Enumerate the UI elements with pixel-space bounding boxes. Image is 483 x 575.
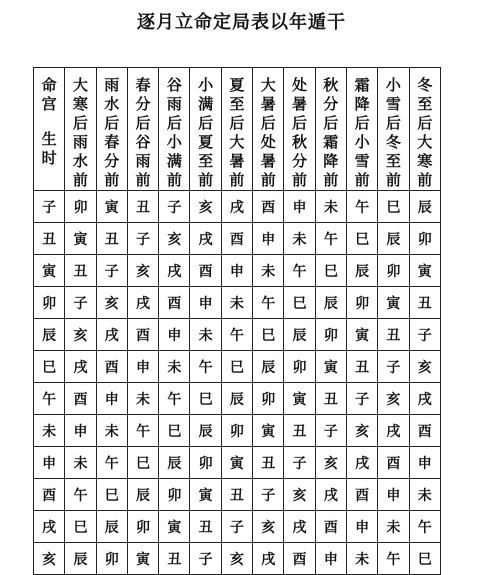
- table-cell: 戌: [346, 447, 377, 479]
- table-cell: 寅: [346, 319, 377, 351]
- column-header-label: 大寒后雨水前: [72, 76, 88, 189]
- table-cell: 午: [190, 351, 221, 383]
- table-cell: 午: [159, 383, 190, 415]
- table-cell: 寅: [190, 479, 221, 511]
- table-cell: 丑: [284, 415, 315, 447]
- column-header-label: 春分后谷雨前: [135, 76, 151, 189]
- table-cell: 酉: [284, 543, 315, 575]
- table-cell: 午: [284, 255, 315, 287]
- table-cell: 巳: [190, 383, 221, 415]
- table-cell: 丑: [159, 543, 190, 575]
- table-cell: 酉: [127, 319, 158, 351]
- table-cell: 酉: [65, 383, 96, 415]
- row-header-hour: 子: [34, 191, 65, 223]
- table-row: [34, 319, 441, 351]
- ming-gong-table: [33, 67, 441, 575]
- table-cell: 丑: [378, 319, 409, 351]
- table-cell: 辰: [159, 447, 190, 479]
- table-cell: 卯: [253, 383, 284, 415]
- table-cell: 酉: [190, 255, 221, 287]
- row-header-hour: 亥: [34, 543, 65, 575]
- row-header-hour: 寅: [34, 255, 65, 287]
- column-header-label: 霜降后小雪前: [354, 76, 370, 189]
- table-cell: 酉: [346, 479, 377, 511]
- table-cell: 卯: [221, 415, 252, 447]
- table-cell: 寅: [315, 351, 346, 383]
- table-cell: 午: [378, 543, 409, 575]
- table-cell: 午: [221, 319, 252, 351]
- table-cell: 亥: [190, 191, 221, 223]
- table-cell: 午: [346, 191, 377, 223]
- page-title: 逐月立命定局表以年遁干: [137, 12, 346, 33]
- table-cell: 申: [190, 287, 221, 319]
- table-cell: 戌: [190, 223, 221, 255]
- corner-label-birth-hour: 生时: [41, 130, 57, 167]
- table-cell: 未: [127, 383, 158, 415]
- table-cell: 辰: [409, 191, 440, 223]
- table-cell: 子: [127, 223, 158, 255]
- header-row: [34, 68, 441, 191]
- column-header: [96, 68, 127, 191]
- table-cell: 亥: [409, 351, 440, 383]
- table-cell: 巳: [159, 415, 190, 447]
- table-cell: 亥: [221, 543, 252, 575]
- row-header-hour: 丑: [34, 223, 65, 255]
- table-cell: 戌: [65, 351, 96, 383]
- table-cell: 巳: [65, 511, 96, 543]
- table-cell: 寅: [96, 191, 127, 223]
- table-cell: 子: [253, 479, 284, 511]
- column-header-label: 秋分后霜降前: [323, 76, 339, 189]
- table-cell: 卯: [346, 287, 377, 319]
- row-header-hour: 卯: [34, 287, 65, 319]
- table-cell: 子: [346, 383, 377, 415]
- table-cell: 辰: [378, 223, 409, 255]
- table-cell: 寅: [65, 223, 96, 255]
- table-cell: 卯: [96, 543, 127, 575]
- table-cell: 申: [221, 255, 252, 287]
- column-header: [284, 68, 315, 191]
- table-cell: 午: [409, 511, 440, 543]
- table-cell: 酉: [409, 415, 440, 447]
- row-header-hour: 戌: [34, 511, 65, 543]
- table-cell: 申: [127, 351, 158, 383]
- table-cell: 巳: [378, 191, 409, 223]
- table-cell: 子: [190, 543, 221, 575]
- row-header-hour: 午: [34, 383, 65, 415]
- table-cell: 未: [190, 319, 221, 351]
- table-cell: 戌: [159, 255, 190, 287]
- table-cell: 戌: [378, 415, 409, 447]
- table-cell: 午: [96, 447, 127, 479]
- column-header-label: 小雪后冬至前: [385, 76, 401, 189]
- table-cell: 酉: [378, 447, 409, 479]
- table-cell: 申: [378, 479, 409, 511]
- table-cell: 申: [284, 191, 315, 223]
- table-cell: 子: [159, 191, 190, 223]
- table-body: [34, 191, 441, 575]
- column-header: [346, 68, 377, 191]
- table-cell: 卯: [65, 191, 96, 223]
- table-cell: 申: [96, 383, 127, 415]
- table-cell: 寅: [221, 447, 252, 479]
- table-row: [34, 479, 441, 511]
- column-header: [378, 68, 409, 191]
- table-cell: 未: [284, 223, 315, 255]
- table-cell: 辰: [127, 479, 158, 511]
- table-cell: 丑: [127, 191, 158, 223]
- column-header-label: 处暑后秋分前: [292, 76, 308, 189]
- table-cell: 子: [65, 287, 96, 319]
- table-cell: 巳: [253, 319, 284, 351]
- row-header-hour: 申: [34, 447, 65, 479]
- table-row: [34, 447, 441, 479]
- table-cell: 丑: [65, 255, 96, 287]
- table-cell: 卯: [409, 223, 440, 255]
- table-cell: 戌: [221, 191, 252, 223]
- table-cell: 未: [159, 351, 190, 383]
- table-cell: 午: [253, 287, 284, 319]
- table-cell: 辰: [65, 543, 96, 575]
- table-cell: 戌: [409, 383, 440, 415]
- table-cell: 酉: [221, 223, 252, 255]
- table-cell: 巳: [96, 479, 127, 511]
- table-cell: 亥: [127, 255, 158, 287]
- corner-header-cell: [34, 68, 65, 191]
- column-header-label: 夏至后大暑前: [229, 76, 245, 189]
- table-cell: 酉: [253, 191, 284, 223]
- table-cell: 巳: [409, 543, 440, 575]
- table-cell: 申: [65, 415, 96, 447]
- table-row: [34, 415, 441, 447]
- table-cell: 亥: [159, 223, 190, 255]
- table-cell: 酉: [96, 351, 127, 383]
- table-cell: 辰: [253, 351, 284, 383]
- table-cell: 丑: [96, 223, 127, 255]
- table-cell: 亥: [378, 383, 409, 415]
- table-cell: 酉: [315, 511, 346, 543]
- corner-label-ming-gong: 命宫: [41, 76, 57, 113]
- table-row: [34, 223, 441, 255]
- table-cell: 申: [253, 223, 284, 255]
- table-cell: 巳: [284, 287, 315, 319]
- table-cell: 子: [409, 319, 440, 351]
- table-cell: 子: [221, 511, 252, 543]
- table-cell: 子: [284, 447, 315, 479]
- table-cell: 寅: [127, 543, 158, 575]
- table-cell: 丑: [346, 351, 377, 383]
- column-header: [159, 68, 190, 191]
- table-cell: 辰: [190, 415, 221, 447]
- table-cell: 申: [409, 447, 440, 479]
- table-cell: 子: [315, 415, 346, 447]
- table-cell: 午: [127, 415, 158, 447]
- table-cell: 辰: [221, 383, 252, 415]
- table-cell: 巳: [127, 447, 158, 479]
- column-header: [315, 68, 346, 191]
- table-cell: 卯: [378, 255, 409, 287]
- table-cell: 辰: [284, 319, 315, 351]
- table-cell: 亥: [96, 287, 127, 319]
- table-cell: 申: [315, 543, 346, 575]
- table-cell: 亥: [315, 447, 346, 479]
- table-cell: 卯: [127, 511, 158, 543]
- table-cell: 未: [346, 543, 377, 575]
- column-header-label: 冬至后大寒前: [417, 76, 433, 189]
- table-row: [34, 351, 441, 383]
- table-cell: 亥: [253, 511, 284, 543]
- column-header: [409, 68, 440, 191]
- table-cell: 午: [315, 223, 346, 255]
- table-cell: 未: [65, 447, 96, 479]
- table-cell: 未: [378, 511, 409, 543]
- table-cell: 戌: [127, 287, 158, 319]
- table-cell: 亥: [65, 319, 96, 351]
- row-header-hour: 辰: [34, 319, 65, 351]
- table-cell: 戌: [284, 511, 315, 543]
- table-cell: 申: [159, 319, 190, 351]
- column-header: [65, 68, 96, 191]
- table-cell: 未: [221, 287, 252, 319]
- table-cell: 亥: [346, 415, 377, 447]
- table-cell: 寅: [284, 383, 315, 415]
- table-cell: 寅: [159, 511, 190, 543]
- row-header-hour: 巳: [34, 351, 65, 383]
- table-cell: 寅: [378, 287, 409, 319]
- table-cell: 午: [65, 479, 96, 511]
- table-cell: 戌: [253, 543, 284, 575]
- table-row: [34, 287, 441, 319]
- table-cell: 丑: [221, 479, 252, 511]
- column-header: [127, 68, 158, 191]
- table-cell: 子: [96, 255, 127, 287]
- column-header-label: 大暑后处暑前: [260, 76, 276, 189]
- table-cell: 未: [253, 255, 284, 287]
- table-row: [34, 511, 441, 543]
- table-cell: 巳: [221, 351, 252, 383]
- table-row: [34, 191, 441, 223]
- table-cell: 亥: [284, 479, 315, 511]
- table-cell: 子: [378, 351, 409, 383]
- column-header: [253, 68, 284, 191]
- column-header-label: 雨水后春分前: [104, 76, 120, 189]
- table-cell: 卯: [284, 351, 315, 383]
- table-cell: 丑: [190, 511, 221, 543]
- table-cell: 卯: [190, 447, 221, 479]
- table-cell: 未: [315, 191, 346, 223]
- table-cell: 未: [409, 479, 440, 511]
- table-row: [34, 543, 441, 575]
- table-cell: 卯: [159, 479, 190, 511]
- table-header: [34, 68, 441, 191]
- column-header: [190, 68, 221, 191]
- table-cell: 酉: [159, 287, 190, 319]
- table-row: [34, 255, 441, 287]
- column-header-label: 谷雨后小满前: [166, 76, 182, 189]
- table-cell: 巳: [346, 223, 377, 255]
- table-cell: 巳: [315, 255, 346, 287]
- table-cell: 未: [96, 415, 127, 447]
- table-cell: 辰: [96, 511, 127, 543]
- table-cell: 戌: [315, 479, 346, 511]
- table-row: [34, 383, 441, 415]
- table-cell: 辰: [346, 255, 377, 287]
- table-cell: 寅: [253, 415, 284, 447]
- table-cell: 辰: [315, 287, 346, 319]
- row-header-hour: 酉: [34, 479, 65, 511]
- table-cell: 寅: [409, 255, 440, 287]
- column-header: [221, 68, 252, 191]
- table-cell: 卯: [315, 319, 346, 351]
- table-cell: 戌: [96, 319, 127, 351]
- table-cell: 丑: [315, 383, 346, 415]
- table-cell: 申: [346, 511, 377, 543]
- column-header-label: 小满后夏至前: [198, 76, 214, 189]
- table-cell: 丑: [409, 287, 440, 319]
- row-header-hour: 未: [34, 415, 65, 447]
- table-cell: 丑: [253, 447, 284, 479]
